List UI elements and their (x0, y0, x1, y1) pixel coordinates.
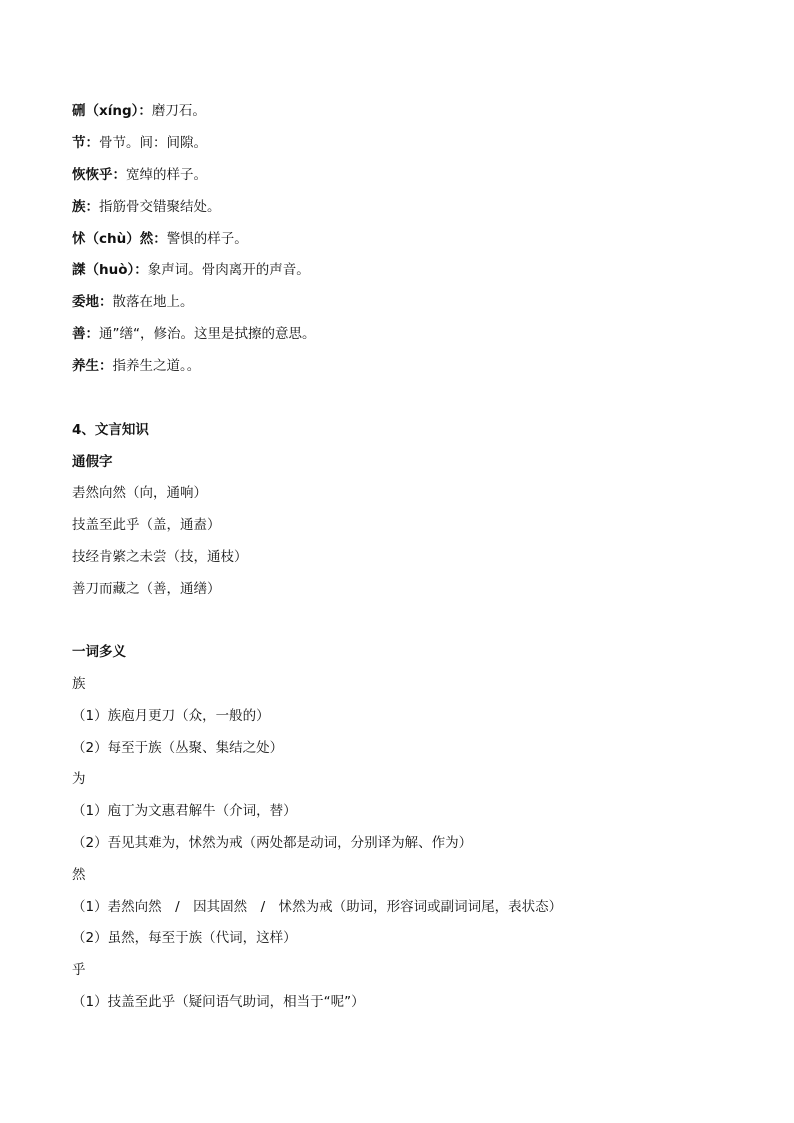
glossary-def: 指筋骨交错聚结处。 (99, 199, 221, 215)
glossary-def: 通”缮“，修治。这里是拭擦的意思。 (99, 326, 316, 342)
glossary-item (72, 133, 207, 153)
glossary-term: 硎（xíng）： (72, 103, 152, 119)
polysemy-sense: （1）技盖至此乎（疑问语气助词，相当于“呢”） (72, 994, 365, 1010)
polysemy-sense: （1）庖丁为文惠君解牛（介词，替） (72, 803, 297, 819)
polysemy-sense: （1）族庖月更刀（众，一般的） (72, 708, 270, 724)
glossary-term: 恢恢乎： (72, 167, 126, 183)
tongjiazi-item: 技盖至此乎（盖，通盍） (72, 517, 221, 533)
tongjiazi-item: 技经肯綮之未尝（技，通枝） (72, 549, 248, 565)
glossary-item (72, 356, 200, 376)
glossary-term: 族： (72, 199, 99, 215)
glossary-term: 委地： (72, 294, 113, 310)
polysemy-sense: （1）砉然向然 / 因其固然 / 怵然为戒（助词，形容词或副词词尾，表状态） (72, 899, 563, 915)
glossary-term: 善： (72, 326, 99, 342)
glossary-item (72, 324, 316, 344)
glossary-item (72, 292, 194, 312)
polysemy-sense: （2）吾见其难为，怵然为戒（两处都是动词，分别译为解、作为） (72, 835, 473, 851)
glossary-def: 磨刀石。 (151, 103, 206, 119)
polysemy-sense: （2）每至于族（丛聚、集结之处） (72, 740, 284, 756)
glossary-term: 謋（huò）： (72, 262, 148, 278)
glossary-def: 警惧的样子。 (166, 231, 248, 247)
glossary-term: 怵（chù）然： (72, 231, 167, 247)
glossary-term: 节： (72, 135, 99, 151)
section-heading: 4、文言知识 (72, 422, 149, 438)
glossary-item (72, 165, 207, 185)
glossary-def: 象声词。骨肉离开的声音。 (147, 262, 310, 278)
polysemy-sense: （2）虽然，每至于族（代词，这样） (72, 930, 297, 946)
subheading-tongjiazi: 通假字 (72, 454, 113, 470)
glossary-def: 骨节。间：间隙。 (99, 135, 207, 151)
glossary-def: 宽绰的样子。 (126, 167, 207, 183)
glossary-def: 指养生之道。。 (112, 358, 201, 374)
polysemy-word: 为 (72, 771, 86, 787)
glossary-term: 养生： (72, 358, 113, 374)
subheading-yiciduoyi: 一词多义 (72, 644, 126, 660)
polysemy-word: 然 (72, 867, 86, 883)
glossary-item (72, 101, 206, 121)
glossary-item (72, 229, 248, 249)
polysemy-word: 族 (72, 676, 86, 692)
glossary-def: 散落在地上。 (112, 294, 194, 310)
glossary-item (72, 260, 310, 280)
tongjiazi-item: 善刀而藏之（善，通缮） (72, 581, 221, 597)
tongjiazi-item: 砉然向然（向，通响） (72, 485, 207, 501)
glossary-item (72, 197, 221, 217)
polysemy-word: 乎 (72, 962, 86, 978)
